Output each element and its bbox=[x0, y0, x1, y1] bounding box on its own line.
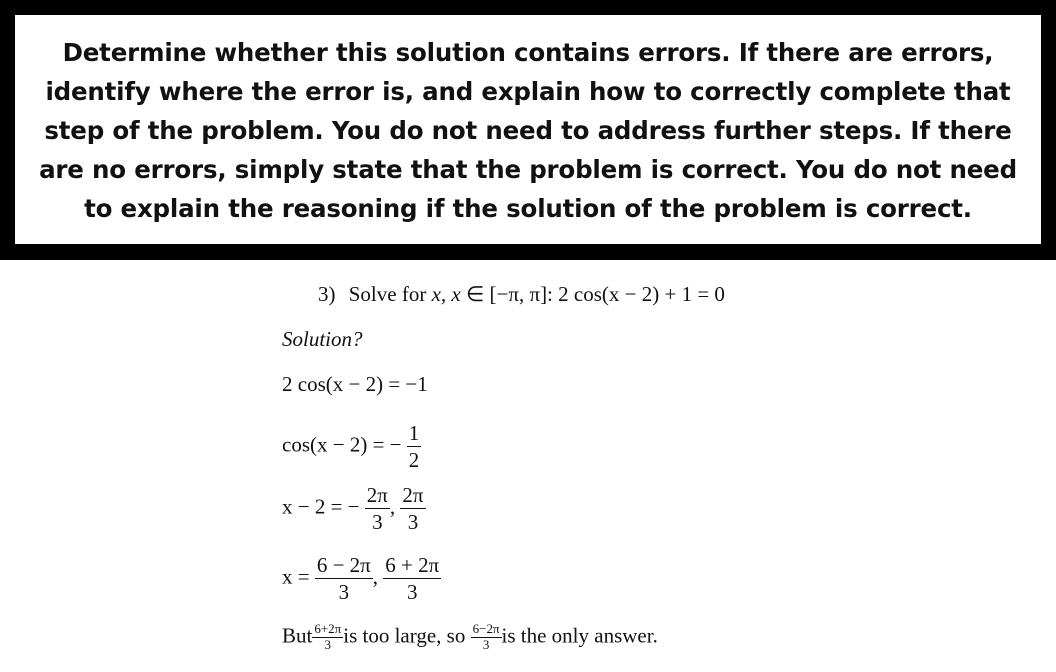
instruction-box bbox=[15, 15, 1041, 244]
step-2-lhs: cos(x − 2) = − bbox=[282, 432, 402, 457]
problem-equation: ∈ [−π, π]: 2 cos(x − 2) + 1 = 0 bbox=[460, 282, 725, 306]
step-4-separator: , bbox=[372, 564, 379, 589]
step-4-denominator-1: 3 bbox=[338, 580, 350, 605]
problem-prefix: Solve for bbox=[348, 282, 432, 306]
step-4-fraction-2 bbox=[383, 552, 441, 606]
conclusion-fraction-2 bbox=[471, 622, 502, 653]
conclusion-denominator-1: 3 bbox=[324, 636, 332, 652]
step-2 bbox=[282, 420, 421, 474]
instruction-text: Determine whether this solution contains errors. If there are errors, identify where the error is, and explain how to correctly complete that step of the problem. You do not need to address further steps. If there are no errors, simply state that the problem is correct. You do not need to explain the reasoning if the solution of the problem is correct. bbox=[39, 38, 1017, 223]
conclusion-middle: is too large, so bbox=[343, 623, 466, 648]
solution-label: Solution? bbox=[282, 327, 363, 351]
step-3-denominator-2: 3 bbox=[407, 510, 419, 535]
problem-number: 3) bbox=[318, 282, 336, 306]
instruction-frame bbox=[0, 0, 1056, 260]
step-4-denominator-2: 3 bbox=[407, 580, 418, 605]
conclusion-numerator-1: 6+2π bbox=[314, 621, 342, 636]
step-4 bbox=[282, 552, 441, 606]
conclusion bbox=[282, 622, 658, 653]
conclusion-but: But bbox=[282, 623, 313, 648]
step-2-denominator: 2 bbox=[408, 448, 420, 473]
step-3-lhs: x − 2 = − bbox=[282, 494, 360, 519]
conclusion-numerator-2: 6−2π bbox=[472, 621, 500, 636]
step-2-fraction bbox=[407, 420, 422, 474]
step-4-fraction-1 bbox=[315, 552, 373, 606]
conclusion-fraction-1 bbox=[312, 622, 343, 653]
step-3-fraction-2 bbox=[400, 482, 425, 536]
step-3-separator: , bbox=[389, 494, 396, 519]
step-3-denominator-1: 3 bbox=[372, 510, 383, 535]
conclusion-denominator-2: 3 bbox=[482, 636, 490, 652]
step-3-fraction-1 bbox=[365, 482, 390, 536]
problem-statement bbox=[318, 282, 725, 307]
step-2-numerator: 1 bbox=[407, 420, 422, 447]
step-3-numerator-1: 2π bbox=[365, 482, 390, 509]
step-4-lhs: x = bbox=[282, 564, 315, 589]
step-3-numerator-2: 2π bbox=[400, 482, 425, 509]
problem-variable: x, x bbox=[431, 282, 461, 306]
step-4-numerator-1: 6 − 2π bbox=[315, 552, 373, 579]
step-1: 2 cos(x − 2) = −1 bbox=[282, 372, 428, 396]
step-3 bbox=[282, 482, 426, 536]
step-4-numerator-2: 6 + 2π bbox=[383, 552, 441, 579]
conclusion-end: is the only answer. bbox=[501, 623, 658, 648]
